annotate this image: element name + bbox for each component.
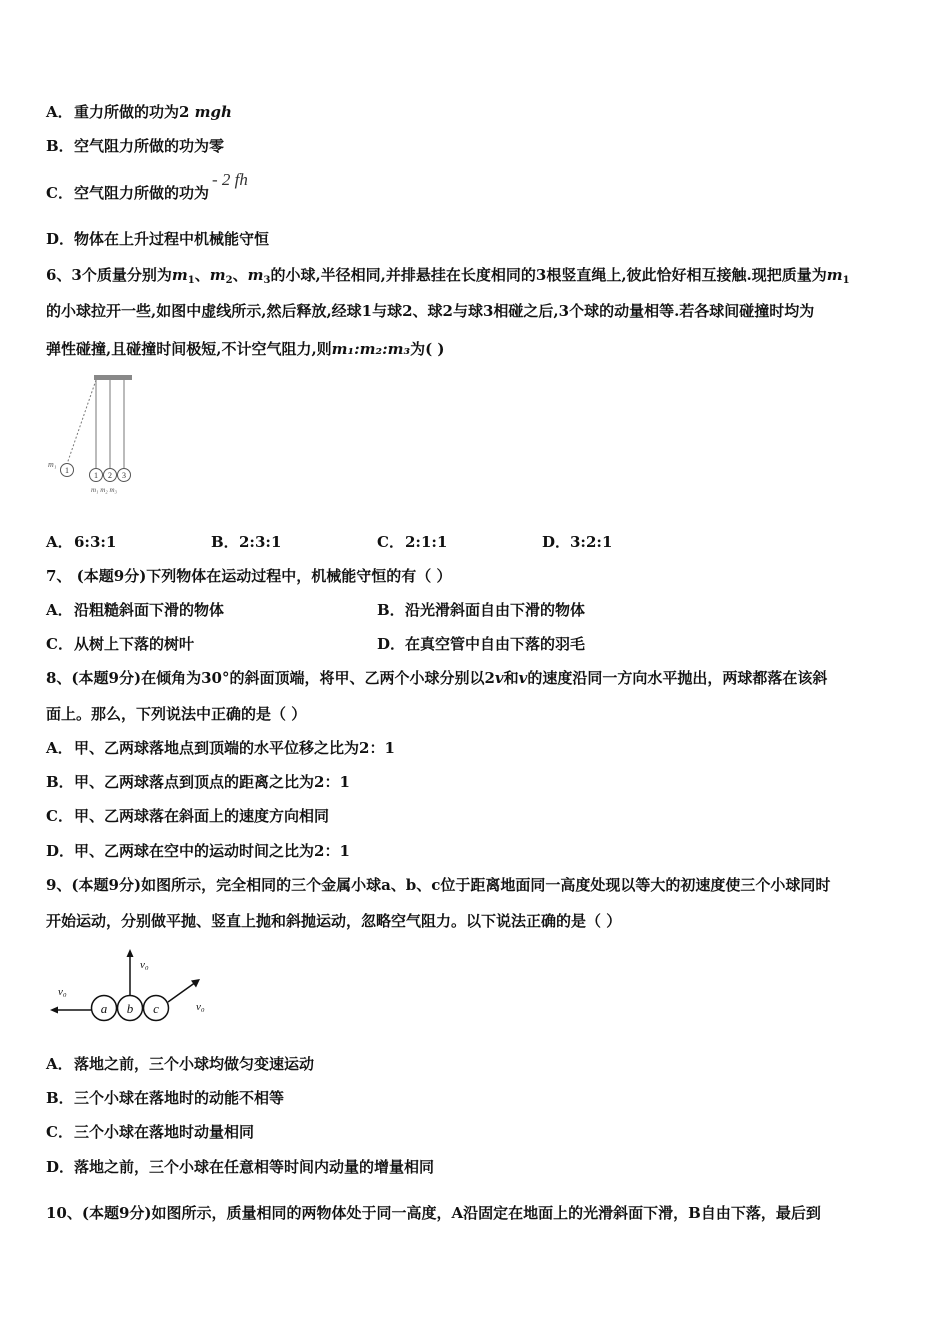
option-math: mgh [194, 103, 232, 121]
option-text: 空气阻力所做的功为 [74, 184, 210, 202]
option-label: C． [46, 1123, 73, 1141]
ball-label: a [100, 1001, 108, 1016]
option-text: 空气阻力所做的功为零 [74, 137, 225, 155]
q9-option-d [46, 1157, 434, 1177]
option-label: C． [46, 807, 73, 825]
support-bar [94, 375, 132, 380]
option-text: 落地之前，三个小球均做匀变速运动 [74, 1055, 315, 1073]
text: 和 [503, 669, 519, 687]
option-label: D． [542, 533, 571, 551]
text: 为( ) [410, 340, 445, 358]
sub: 2 [225, 275, 233, 286]
option-text: 沿粗糙斜面下滑的物体 [74, 601, 225, 619]
q9-option-c [46, 1122, 254, 1142]
q8-option-a [46, 738, 395, 758]
option-text: 甲、乙两球在空中的运动时间之比为2：1 [74, 842, 350, 860]
option-text: 物体在上升过程中机械能守恒 [74, 230, 270, 248]
q9-stem-line2: 开始运动，分别做平抛、竖直上抛和斜抛运动，忽略空气阻力。以下说法正确的是（ ） [46, 912, 622, 930]
option-label: C． [377, 533, 404, 551]
q8-option-c [46, 806, 329, 826]
option-label: A． [46, 739, 73, 757]
q7-stem: 7、 (本题9分)下列物体在运动过程中，机械能守恒的有（ ） [46, 567, 452, 585]
q10-stem-line1: 10、(本题9分)如图所示，质量相同的两物体处于同一高度，A沿固定在地面上的光滑斜面下滑，B自由下落，最后到 [46, 1204, 821, 1222]
option-label: B． [211, 533, 239, 551]
v0-right-label: v₀ [196, 1001, 205, 1013]
q7-option-a [46, 600, 224, 620]
q6-option-c [377, 532, 447, 552]
option-label: A． [46, 1055, 73, 1073]
option-label: D． [46, 230, 75, 248]
option-label: D． [46, 1158, 75, 1176]
option-text: 甲、乙两球落地点到顶端的水平位移之比为2：1 [74, 739, 395, 757]
text: 的小球,半径相同,并排悬挂在长度相同的3根竖直绳上,彼此恰好相互接触.现把质量为 [270, 266, 827, 284]
option-text: 落地之前，三个小球在任意相等时间内动量的增量相同 [74, 1158, 435, 1176]
var: m [209, 266, 226, 284]
q7-option-d [377, 634, 585, 654]
var: v [518, 669, 528, 687]
option-label: B． [377, 601, 405, 619]
mass-label: m₁ [48, 460, 57, 469]
option-math: - 2 fh [212, 170, 248, 189]
three-balls-figure [44, 940, 224, 1030]
option-label: D． [46, 842, 75, 860]
option-text: 甲、乙两球落点到顶点的距离之比为2：1 [74, 773, 350, 791]
text: 弹性碰撞,且碰撞时间极短,不计空气阻力,则 [46, 340, 332, 358]
option-text: 三个小球在落地时动量相同 [74, 1123, 255, 1141]
dashed-string [67, 380, 96, 464]
var: m [247, 266, 264, 284]
arrow-up-head [127, 949, 134, 957]
option-text: 在真空管中自由下落的羽毛 [405, 635, 586, 653]
option-text: 2:1:1 [405, 533, 448, 551]
option-label: A． [46, 601, 73, 619]
q6-option-d [542, 532, 612, 552]
option-text: 6:3:1 [74, 533, 117, 551]
sub: 1 [187, 275, 195, 286]
sub: 1 [842, 275, 850, 286]
ball-label: 1 [94, 471, 98, 480]
v0-left-label: v₀ [58, 986, 67, 998]
text: 6、3个质量分别为 [46, 266, 172, 284]
ball-label: 2 [108, 471, 112, 480]
option-text: 甲、乙两球落在斜面上的速度方向相同 [74, 807, 330, 825]
option-label: B． [46, 1089, 74, 1107]
option-text: 三个小球在落地时的动能不相等 [74, 1089, 285, 1107]
option-text: 重力所做的功为2 [74, 103, 195, 121]
text: 8、(本题9分)在倾角为30°的斜面顶端，将甲、乙两个小球分别以2 [46, 669, 495, 687]
q8-stem-line2: 面上。那么，下列说法中正确的是（ ） [46, 705, 307, 723]
ball-label: 3 [122, 471, 126, 480]
var: v [494, 669, 504, 687]
q7-option-b [377, 600, 585, 620]
option-label: B． [46, 773, 74, 791]
q9-stem-line1: 9、(本题9分)如图所示，完全相同的三个金属小球a、b、c位于距离地面同一高度处现以等大的初速度使三个小球同时 [46, 876, 831, 894]
q6-stem-line1 [46, 265, 850, 291]
option-label: A． [46, 103, 73, 121]
sub: 3 [263, 275, 271, 286]
q6-stem-line3 [46, 339, 445, 359]
masses-label: m₁ m₂ m₃ [91, 486, 117, 494]
q5-option-b [46, 136, 224, 156]
var: m [826, 266, 843, 284]
q5-option-d [46, 229, 269, 249]
option-text: 3:2:1 [570, 533, 613, 551]
q8-option-d [46, 841, 350, 861]
arrow-left-head [50, 1007, 58, 1014]
option-label: C． [46, 184, 73, 202]
q8-stem-line1 [46, 668, 827, 688]
option-text: 2:3:1 [239, 533, 282, 551]
q7-option-c [46, 634, 194, 654]
pendulum-figure [44, 368, 144, 500]
q5-option-a [46, 102, 232, 122]
q6-option-a [46, 532, 116, 552]
arrow-right-head [191, 979, 200, 988]
q8-option-b [46, 772, 350, 792]
ball-label: c [153, 1001, 159, 1016]
v0-top-label: v₀ [140, 959, 149, 971]
option-text: 沿光滑斜面自由下滑的物体 [405, 601, 586, 619]
q6-stem-line2: 的小球拉开一些,如图中虚线所示,然后释放,经球1与球2、球2与球3相碰之后,3个球的动量相等.若各球间碰撞时均为 [46, 302, 815, 320]
ratio: m₁:m₂:m₃ [331, 340, 411, 358]
q6-option-b [211, 532, 281, 552]
option-label: A． [46, 533, 73, 551]
option-label: B． [46, 137, 74, 155]
option-label: C． [46, 635, 73, 653]
arrow-right-shaft [168, 982, 196, 1002]
q9-option-b [46, 1088, 284, 1108]
ball-label: b [126, 1001, 134, 1016]
ball-label: 1 [65, 466, 69, 475]
text: 的速度沿同一方向水平抛出，两球都落在该斜 [527, 669, 828, 687]
text: 、 [232, 266, 248, 284]
q5-option-c [46, 170, 248, 203]
text: 、 [194, 266, 210, 284]
option-text: 从树上下落的树叶 [74, 635, 195, 653]
q9-option-a [46, 1054, 314, 1074]
var: m [171, 266, 188, 284]
option-label: D． [377, 635, 406, 653]
